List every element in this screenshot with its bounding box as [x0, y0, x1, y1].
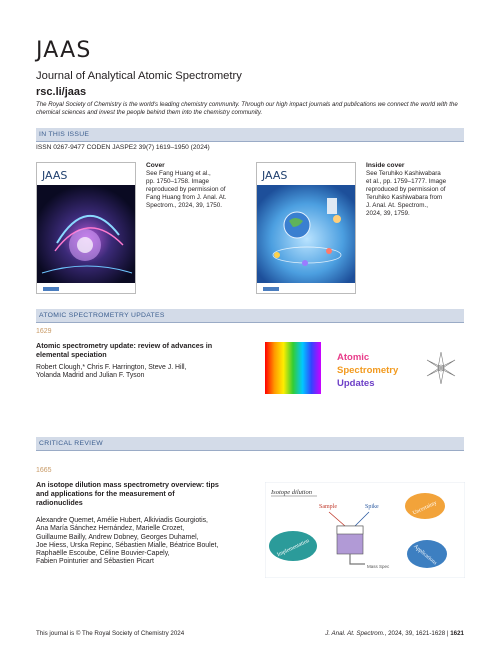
id-spike-label: Spike	[365, 504, 379, 510]
divider	[36, 322, 464, 323]
spectrum-image	[265, 342, 321, 394]
cr-page-number[interactable]: 1665	[36, 467, 52, 474]
footer-copyright: This journal is © The Royal Society of Chemistry 2024	[36, 630, 185, 637]
cr-graphical-abstract	[265, 482, 465, 578]
section-heading-critical-review: CRITICAL REVIEW	[36, 437, 464, 450]
uncertainty-label: Uncertainty	[411, 500, 438, 517]
section-heading-asu: ATOMIC SPECTROMETRY UPDATES	[36, 309, 464, 322]
front-cover-logo: JAAS	[42, 169, 68, 182]
inside-cover-caption: See Teruhiko Kashiwabara et al., pp. 1759–1777. Image reproduced by permission of Teruhiko Kashiwabara from J. Anal. At. Spectrom., 2024, 39, 1759.	[366, 170, 447, 218]
asu-article-title[interactable]: Atomic spectrometry update: review of advances in elemental speciation	[36, 341, 213, 359]
asu-word-3: Updates	[337, 378, 375, 389]
asu-article-authors: Robert Clough,* Chris F. Harrington, Steve J. Hill, Yolanda Madrid and Julian F. Tyson	[36, 364, 187, 380]
asu-page-number[interactable]: 1629	[36, 328, 52, 335]
footer-citation: J. Anal. At. Spectrom., 2024, 39, 1621-1628 | 1621	[325, 630, 464, 637]
implementation-label: Implementation	[276, 537, 311, 559]
journal-title: Journal of Analytical Atomic Spectrometry	[36, 70, 242, 82]
inside-cover-art	[257, 163, 356, 294]
inside-cover-label: Inside cover	[366, 162, 405, 169]
asu-word-1: Atomic	[337, 352, 370, 363]
journal-logo: JAAS	[36, 38, 92, 63]
divider	[36, 450, 464, 451]
inside-cover-logo: JAAS	[262, 169, 288, 182]
front-cover-label: Cover	[146, 162, 165, 169]
journal-url[interactable]: rsc.li/jaas	[36, 86, 87, 98]
divider	[36, 141, 464, 142]
issn-line: ISSN 0267-9477 CODEN JASPE2 39(7) 1619–1950 (2024)	[36, 144, 210, 151]
id-title: Isotope dilution	[271, 489, 312, 496]
cr-article-title[interactable]: An isotope dilution mass spectrometry overview: tips and applications for the measurement of radionuclides	[36, 480, 219, 507]
front-cover-image[interactable]	[36, 162, 136, 294]
asterisk-diagram	[427, 352, 455, 384]
front-cover-caption: See Fang Huang et al., pp. 1750–1758. Image reproduced by permission of Fang Huang from J. Anal. At. Spectrom., 2024, 39, 1750.	[146, 170, 227, 210]
asu-graphical-abstract	[265, 340, 465, 396]
front-cover-art	[37, 163, 136, 294]
applications-label: Applications	[412, 543, 438, 567]
inside-cover-image[interactable]	[256, 162, 356, 294]
intro-text: The Royal Society of Chemistry is the world's leading chemistry community. Through our high impact journals and publications we connect the world with the chemical sciences and invest the people behind them into the chemistry community.	[36, 101, 458, 117]
mass-spec-label: Mass Spec	[367, 564, 390, 569]
id-sample-label: Sample	[319, 504, 337, 510]
asu-word-2: Spectrometry	[337, 365, 399, 376]
in-this-issue-heading: IN THIS ISSUE	[36, 128, 464, 141]
cr-article-authors: Alexandre Quemet, Amélie Hubert, Alkiviadis Gourgiotis, Ana María Sánchez Hernández, Marielle Crozet, Guillaume Bailly, Andrew Dobney, Georges Duhamel, Joe Hiess, Urska Repinc, Sébastien Mialle, Béatrice Boulet, Raphaëlle Escoube, Céline Bouvier-Capely, Fabien Pointurier and Sébastien Picart	[36, 517, 219, 566]
